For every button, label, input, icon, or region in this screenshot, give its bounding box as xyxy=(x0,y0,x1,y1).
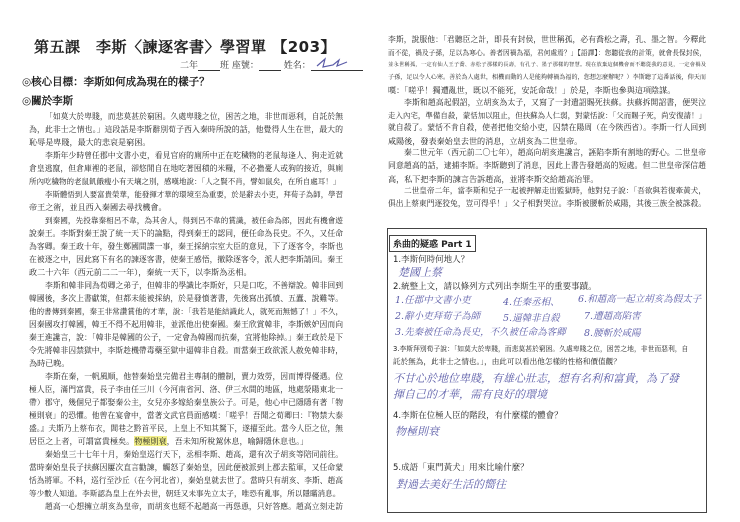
text-line: 李斯和韓非同為荀卿之弟子，但韓非的學識比李斯好，只是口吃，不善辯說。韓非回到 xyxy=(45,281,343,290)
question-5: 5.成語「東門黃犬」用來比喻什麼？ xyxy=(393,463,529,473)
highlighted-phrase: 物極則衰 xyxy=(134,436,167,446)
text-line: 政二十六年（西元前二二一年），秦統一天下，以李斯為丞相。 xyxy=(29,267,252,277)
text-line: 秦始皇三十七年十月，秦始皇巡行天下，丞相李斯、趙高，還有次子胡亥等陪同前往。 xyxy=(45,450,343,459)
answer-2-item-6[interactable]: 6.和趙高一起立胡亥為假太子 xyxy=(578,294,702,305)
student-info-line xyxy=(180,58,363,71)
text-line: 並永世稱孤，一定有仙人王子喬、赤松子那樣的長壽，有孔子、墨子那樣的智慧。現在放棄這個機會而不聽從我的意見，一定會禍及 xyxy=(388,62,706,69)
answer-2-item-5[interactable]: 5.逼韓非自殺 xyxy=(503,313,560,324)
about-heading: ◎關於李斯 xyxy=(22,95,74,107)
answer-3-line-1[interactable]: 不甘心於地位卑賤，有雄心壯志，想有名利和富貴，為了發 xyxy=(393,372,679,385)
answer-5[interactable]: 對過去美好生活的嚮往 xyxy=(396,478,506,491)
grade-label: 二年 xyxy=(180,61,199,71)
text-line: 帶）郡守，幾個兒子都娶秦公主，女兒亦多嫁給秦皇族公子。可是，他心中已隱隱有著「物 xyxy=(29,398,343,407)
text-line: 極人臣，滿門富貴，長子李由任三川（今河南省河、洛、伊三水間的地區，地處滎陽東北一 xyxy=(29,385,343,394)
text-line: 為時已晚。 xyxy=(29,358,70,368)
text-line: 所內吃穢物的老鼠飢餓瘦小有天壤之別，感嘆地說：「人之賢不肖，譬如鼠矣，在所自處耳！」 xyxy=(29,177,341,186)
seat-label: 班 座號： xyxy=(220,61,259,71)
text-line: 他的書傳到秦國，秦王非常讚賞他的才華，說：「我若是能結識此人，就死而無憾了！」不久， xyxy=(29,307,343,316)
text-line: 李斯在秦，一帆風順，他替秦始皇完備君主專制的體制，賣力效勞，因而博得優遇。位 xyxy=(45,372,343,381)
text-line: 極則衰」的恐懼。他曾在宴會中，當著文武官員面感嘆：「嗟乎！吾聞之荀卿曰：『物禁大泰 xyxy=(29,411,343,420)
question-4: 4.李斯在位極人臣的階段，有什麼樣的體會？ xyxy=(393,411,563,421)
text-line: 帝王之術，並且西入秦國去尋找機會。 xyxy=(29,202,167,212)
answer-4[interactable]: 物極則衰 xyxy=(395,425,439,438)
answer-2-item-4[interactable]: 4.任秦丞相、 xyxy=(503,297,560,308)
answer-2-item-3[interactable]: 3.先秦被任命為長史，不久被任命為客卿 xyxy=(395,327,566,338)
text-line: 咸陽後，發表秦始皇去世的消息，立胡亥為二世皇帝。 xyxy=(388,135,583,146)
text-line: 俱出上蔡東門逐狡兔，豈可得乎！」父子相對哭泣。李斯被腰斬於咸陽，其後三族全被誅殺。 xyxy=(388,198,706,208)
text-line: 因秦國攻打韓國，韓王不得不起用韓非，並派他出使秦國。秦王欣賞韓非，李斯嫉妒因而向 xyxy=(29,320,343,329)
text-line: 就自殺了。蒙恬不肯自殺，使者把他交給小吏，囚禁在陽周（在今陝西省）。李斯一行人回到 xyxy=(388,123,706,133)
text-line: 在被逐之中，因此寫下有名的諫逐客書，使秦王感悟，撤除逐客令，派人把李斯請回。秦王 xyxy=(29,255,343,264)
text-line: 當時秦始皇長子扶蘇因屢次直言勸諫，觸怒了秦始皇，因此便被派到上郡去監軍，又任命蒙 xyxy=(29,463,343,472)
text-line: 二世皇帝二年，當李斯和兒子一起被押解走出監獄時，他對兒子說：「吾欲與若復牽黃犬， xyxy=(404,186,706,196)
biography-text-right xyxy=(388,34,706,210)
answer-2-item-1[interactable]: 1.任郡中文書小吏 xyxy=(395,295,471,306)
question-3-line-2: 託於無為，此非士之情也。」，由此可以看出他怎樣的性格和價值觀？ xyxy=(393,357,621,366)
text-line: 秦二世元年（西元前二〇七年），趙高向胡亥進讒言，誣陷李斯有割地的野心。二世皇帝 xyxy=(404,148,706,158)
text-line: 李斯體悟到人要富貴榮華，能發揮才華的環境至為重要，於是辭去小吏，拜荀子為師，學習 xyxy=(45,190,343,199)
core-goal-heading: ◎核心目標：李斯如何成為現在的樣子？ xyxy=(22,76,210,88)
name-label: 姓名： xyxy=(283,61,311,71)
text-line: 為客卿。秦王政十年，發生鄭國間諜一事，秦王採納宗室大臣的意見，下了逐客令，李斯也 xyxy=(29,242,343,251)
text-line: 嘆：「嗟乎！獨遭亂世，既以不能死，安託命哉！」於是，李斯也參與這項陰謀。 xyxy=(388,85,676,96)
part-label: 糸曲的疑惑 Part 1 xyxy=(389,235,476,252)
text-line: 恬為將軍。不料，巡行至沙丘（在今河北省），秦始皇就去世了。當時只有胡亥、李斯、趙高 xyxy=(29,476,343,485)
text-line: 走入內宅，準備自殺，蒙恬加以阻止，但扶蘇為人仁弱，對蒙恬說：「父而賜子死，尚安復請！」 xyxy=(388,110,706,120)
answer-3-line-2[interactable]: 揮自己的才華，需有良好的環境 xyxy=(393,388,547,401)
text-line: 恥辱是卑賤，最大的悲哀是窮困。 xyxy=(29,137,151,147)
text-line: 高，私下把李斯的諫言告訴趙高，並將李斯交給趙高治罪。 xyxy=(388,173,599,184)
text-line: 「如莫大於卑賤，而悲莫甚於窮困。久處卑賤之位，困苦之地，非世而惡利，自託於無 xyxy=(45,112,343,121)
seat-field[interactable] xyxy=(259,61,281,71)
text-line: 子孫，足以令人心寒。善於為人處世，相機而動的人是能夠轉禍為福的，您想怎麼辦呢？）李斯聽了這番話後，仰天而 xyxy=(388,73,706,81)
question-3-line-1: 3.李斯拜別荀子說：「如莫大於卑賤，而悲莫甚於窮困。久處卑賤之位，困苦之地，非世而惡利，自 xyxy=(393,345,689,353)
text-line: 李斯和趙高起假詔，立胡亥為太子，又寫了一封遺詔賜死扶蘇。扶蘇拆開詔書，便哭泣 xyxy=(404,97,706,107)
class-field[interactable] xyxy=(198,61,220,71)
biography-text-left xyxy=(29,110,343,513)
question-2: 2.統整上文，請以條列方式列出李斯生平的重要事蹟。 xyxy=(393,282,597,292)
text-line: 李斯，說服他：「君聽臣之計，即長有封侯，世世稱孤，必有喬松之壽，孔、墨之智。今釋此 xyxy=(388,35,706,44)
text-line: 李斯年少時曾任郡中文書小吏，看見官府的廁所中正在吃穢物的老鼠每逢人、狗走近就 xyxy=(45,151,343,160)
text-line: 而不從，禍及子孫，足以為寒心。善者因禍為福，君何處焉？」【語譯】：您聽從我的計策，就會長保封侯， xyxy=(388,48,706,57)
text-line: 盛。』夫斯乃上蔡布衣，閭巷之黔首平民，上皇上不知其駑下，遂擢至此。當今人臣之位，無 xyxy=(29,424,343,433)
text-line: 居臣之上者，可謂富貴極矣。物極則衰，吾未知所稅駕休息，喻歸隱休息也。」 xyxy=(29,436,309,446)
text-line: 說秦王。李斯對秦王說了統一天下的論點，得到秦王的認同，便任命為長史。不久，又任命 xyxy=(29,229,343,238)
text-line: 為，此非士之情也。」這段話是李斯辭別荀子西入秦時所說的話，他覺得人生在世，最大的 xyxy=(29,125,343,134)
signature-icon xyxy=(313,56,353,70)
text-line: 趙高一心想擁立胡亥為皇帝，而胡亥也經不起趙高一再慫恿，只好答應。趙高立刻走訪 xyxy=(45,502,343,511)
worksheet-title: 第五課 李斯〈諫逐客書〉學習單 【203】 xyxy=(33,38,337,56)
text-line: 到秦國，先投靠秦相呂不韋，為其舍人，得到呂不韋的賞識，被任命為郎，因此有機會遊 xyxy=(45,216,343,225)
text-line: 同意趙高的話，逮捕李斯。李斯聽到了消息，因此上書告發趙高的短處。但二世皇帝深信趙 xyxy=(388,160,706,170)
text-line: 令先將韓非囚禁獄中，李斯趁機帶毒藥至獄中逼韓非自殺。而當秦王政欲派人赦免韓非時， xyxy=(29,346,343,355)
text-line: 倉皇逃竄，但倉庫裡的老鼠，卻悠閒自在地吃著囤積的米糧，不必擔憂人或狗的接近，與廁 xyxy=(29,164,343,173)
answer-2-item-7[interactable]: 7.遭趙高陷害 xyxy=(584,311,641,322)
question-1: 1.李斯何時何地人？ xyxy=(393,255,470,265)
answer-1[interactable]: 楚國上蔡 xyxy=(398,266,442,279)
text-line: 等少數人知道。李斯認為皇上在外去世，朝廷又未事先立太子，唯恐有亂事，所以隱瞞消息。 xyxy=(29,489,341,498)
answer-2-item-8[interactable]: 8.腰斬於咸陽 xyxy=(584,328,641,339)
text-line: 秦王進讒言，說：「韓非是韓國的公子，一定會為韓國而抗秦，宜將他除掉。」秦王政於是下 xyxy=(29,333,343,342)
name-field[interactable] xyxy=(311,61,363,71)
text-line: 韓國後，多次上書獻策，但都未能被採納，於是發憤著書，先後寫出孤憤、五蠹、說難等。 xyxy=(29,294,343,303)
answer-2-item-2[interactable]: 2.辭小吏拜荀子為師 xyxy=(395,311,481,322)
